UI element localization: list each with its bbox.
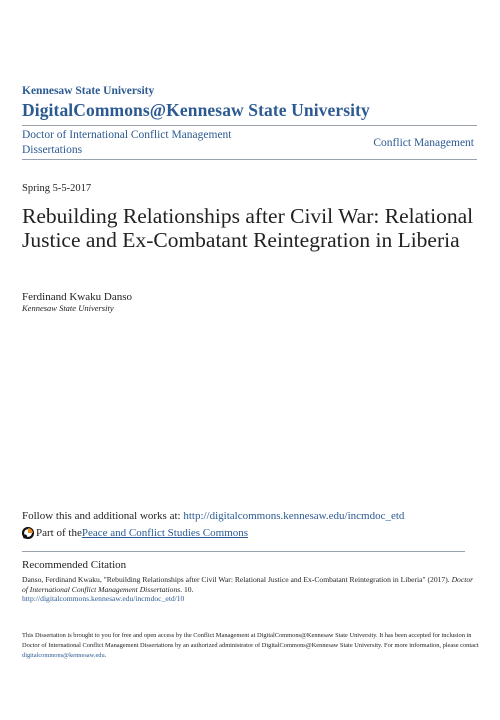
department-link[interactable]: Conflict Management [373,137,474,149]
collection-link[interactable]: Doctor of International Conflict Management Dissertations [22,129,232,156]
access-statement [22,631,480,661]
citation-rule [22,551,465,552]
citation-heading: Recommended Citation [22,559,127,571]
header-rule-bottom [22,159,477,160]
document-title: Rebuilding Relationships after Civil War: Relational Justice and Ex-Combatant Reintegration in Liberia [22,204,474,252]
header-rule-top [22,125,477,126]
follow-prefix: Follow this and additional works at: [22,510,184,522]
citation-number: . 10. [180,584,194,594]
part-of-line [22,527,248,539]
citation-journal: Doctor of International Conflict Management Dissertations [22,575,474,594]
collection-url-link[interactable]: http://digitalcommons.kennesaw.edu/incmdoc_etd [183,510,405,522]
citation-text [22,575,478,604]
institution-name[interactable]: Kennesaw State University [22,85,155,97]
repository-name[interactable]: DigitalCommons@Kennesaw State University [22,100,370,120]
citation-main: Danso, Ferdinand Kwaku, "Rebuilding Relationships after Civil War: Relational Justice and Ex-Combatant Reintegration in Liberia" (2017). [22,575,452,584]
follow-line [22,510,404,522]
publication-date: Spring 5-5-2017 [22,183,92,194]
access-end: . [104,652,107,659]
part-of-prefix: Part of the [36,527,82,539]
commons-link[interactable]: Peace and Conflict Studies Commons [81,527,249,539]
citation-url-link[interactable]: http://digitalcommons.kennesaw.edu/incmdoc_etd/10 [22,594,185,604]
contact-email-link[interactable]: digitalcommons@kennesaw.edu [22,652,105,659]
author-name: Ferdinand Kwaku Danso [22,291,132,303]
network-commons-icon [22,527,34,539]
author-affiliation: Kennesaw State University [22,303,114,313]
access-text: This Dissertation is brought to you for free and open access by the Conflict Management at DigitalCommons@Kennesaw State University. It has been accepted for inclusion in Doctor of International Conflict Management Dissertations by an authorized administrator of DigitalCommons@Kennesaw State University. For more information, please contact [22,632,479,649]
